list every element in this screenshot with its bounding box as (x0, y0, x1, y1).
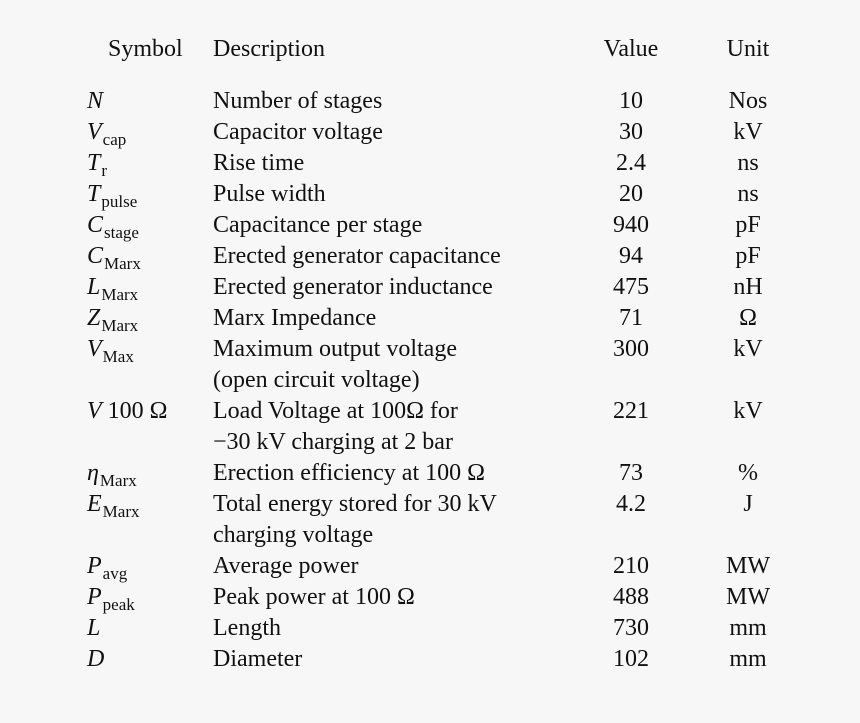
value-cell: 71 (619, 305, 643, 331)
header-unit: Unit (726, 36, 770, 62)
value-cell: 940 (613, 212, 649, 238)
value-cell: 4.2 (616, 491, 646, 517)
description-cell (213, 210, 573, 241)
symbol-main: T (87, 150, 101, 176)
header-value: Value (603, 36, 659, 62)
symbol-subscript: Marx (102, 502, 140, 521)
symbol-subscript: cap (102, 130, 127, 149)
description-cell (213, 179, 573, 210)
value-cell: 210 (613, 553, 649, 579)
description-line: Diameter (213, 646, 303, 672)
description-line: (open circuit voltage) (213, 367, 420, 393)
value-cell: 73 (619, 460, 643, 486)
description-cell (213, 644, 573, 675)
symbol-subscript: Marx (101, 316, 139, 335)
description-line: Peak power at 100 Ω (213, 584, 415, 610)
symbol-cell (87, 86, 207, 117)
unit-cell: nH (733, 274, 763, 300)
unit-cell: MW (726, 584, 770, 610)
table-row (0, 86, 860, 117)
value-cell: 488 (613, 584, 649, 610)
symbol-main: P (87, 584, 102, 610)
description-line: −30 kV charging at 2 bar (213, 429, 453, 455)
table-row (0, 148, 860, 179)
unit-cell: ns (737, 150, 759, 176)
symbol-main: C (87, 212, 104, 238)
symbol-suffix: 100 Ω (101, 398, 168, 424)
unit-cell: MW (726, 553, 770, 579)
value-cell: 94 (619, 243, 643, 269)
symbol-main: V (87, 398, 102, 424)
value-cell: 10 (619, 88, 643, 114)
unit-cell: Nos (728, 88, 768, 114)
value-cell: 300 (613, 336, 649, 362)
unit-cell: % (738, 460, 758, 486)
table-row (0, 489, 860, 551)
symbol-cell (87, 396, 207, 427)
symbol-main: C (87, 243, 104, 269)
value-cell: 475 (613, 274, 649, 300)
table-row (0, 613, 860, 644)
description-cell (213, 86, 573, 117)
symbol-subscript: Marx (104, 254, 141, 273)
table-body (0, 86, 860, 675)
value-cell: 20 (619, 181, 643, 207)
description-cell (213, 334, 573, 396)
description-cell (213, 241, 573, 272)
value-cell: 221 (613, 398, 649, 424)
description-line: Erected generator capacitance (213, 243, 501, 269)
symbol-subscript: r (101, 161, 108, 180)
description-cell (213, 613, 573, 644)
description-cell (213, 551, 573, 582)
unit-cell: ns (737, 181, 759, 207)
unit-cell: J (743, 491, 753, 517)
description-cell (213, 303, 573, 334)
symbol-main: E (87, 491, 102, 517)
description-line: Average power (213, 553, 359, 579)
description-cell (213, 458, 573, 489)
symbol-main: N (87, 88, 104, 114)
description-line: charging voltage (213, 522, 374, 548)
table-row (0, 210, 860, 241)
symbol-subscript: Max (102, 347, 134, 366)
value-cell: 102 (613, 646, 649, 672)
symbol-subscript: avg (102, 564, 128, 583)
symbol-cell (87, 334, 207, 372)
symbol-subscript: peak (102, 595, 135, 614)
table-row (0, 272, 860, 303)
header-symbol: Symbol (108, 36, 183, 62)
symbol-main: V (87, 119, 102, 145)
header-description: Description (213, 36, 325, 62)
symbol-main: V (87, 336, 102, 362)
table-row (0, 179, 860, 210)
unit-cell: mm (729, 646, 767, 672)
description-line: Marx Impedance (213, 305, 377, 331)
description-line: Length (213, 615, 281, 641)
description-cell (213, 582, 573, 613)
symbol-subscript: stage (104, 223, 139, 242)
unit-cell: kV (733, 336, 763, 362)
unit-cell: kV (733, 119, 763, 145)
unit-cell: kV (733, 398, 763, 424)
symbol-main: D (87, 646, 105, 672)
description-line: Rise time (213, 150, 305, 176)
unit-cell: pF (735, 243, 761, 269)
description-line: Load Voltage at 100Ω for (213, 398, 458, 424)
symbol-main: L (87, 615, 101, 641)
value-cell: 30 (619, 119, 643, 145)
description-line: Capacitance per stage (213, 212, 423, 238)
table-row (0, 582, 860, 613)
table-row (0, 117, 860, 148)
description-line: Maximum output voltage (213, 336, 457, 362)
description-cell (213, 396, 573, 458)
description-cell (213, 148, 573, 179)
symbol-main: Z (87, 305, 101, 331)
unit-cell: Ω (739, 305, 757, 331)
symbol-subscript: Marx (99, 471, 137, 490)
description-cell (213, 489, 573, 551)
table-row (0, 551, 860, 582)
symbol-cell (87, 644, 207, 675)
description-cell (213, 117, 573, 148)
table-row (0, 241, 860, 272)
description-line: Erected generator inductance (213, 274, 493, 300)
unit-cell: pF (735, 212, 761, 238)
description-line: Erection efficiency at 100 Ω (213, 460, 485, 486)
description-line: Capacitor voltage (213, 119, 383, 145)
symbol-subscript: pulse (101, 192, 138, 211)
symbol-main: T (87, 181, 101, 207)
description-line: Number of stages (213, 88, 383, 114)
table-row (0, 458, 860, 489)
description-line: Pulse width (213, 181, 326, 207)
table-row (0, 334, 860, 396)
table-row (0, 396, 860, 458)
symbol-main: L (87, 274, 101, 300)
table-row (0, 303, 860, 334)
symbol-main: η (87, 460, 99, 486)
value-cell: 2.4 (616, 150, 646, 176)
table-row (0, 644, 860, 675)
symbol-main: P (87, 553, 102, 579)
symbol-cell (87, 489, 207, 527)
description-cell (213, 272, 573, 303)
symbol-subscript: Marx (101, 285, 139, 304)
unit-cell: mm (729, 615, 767, 641)
description-line: Total energy stored for 30 kV (213, 491, 497, 517)
value-cell: 730 (613, 615, 649, 641)
symbol-cell (87, 613, 207, 644)
